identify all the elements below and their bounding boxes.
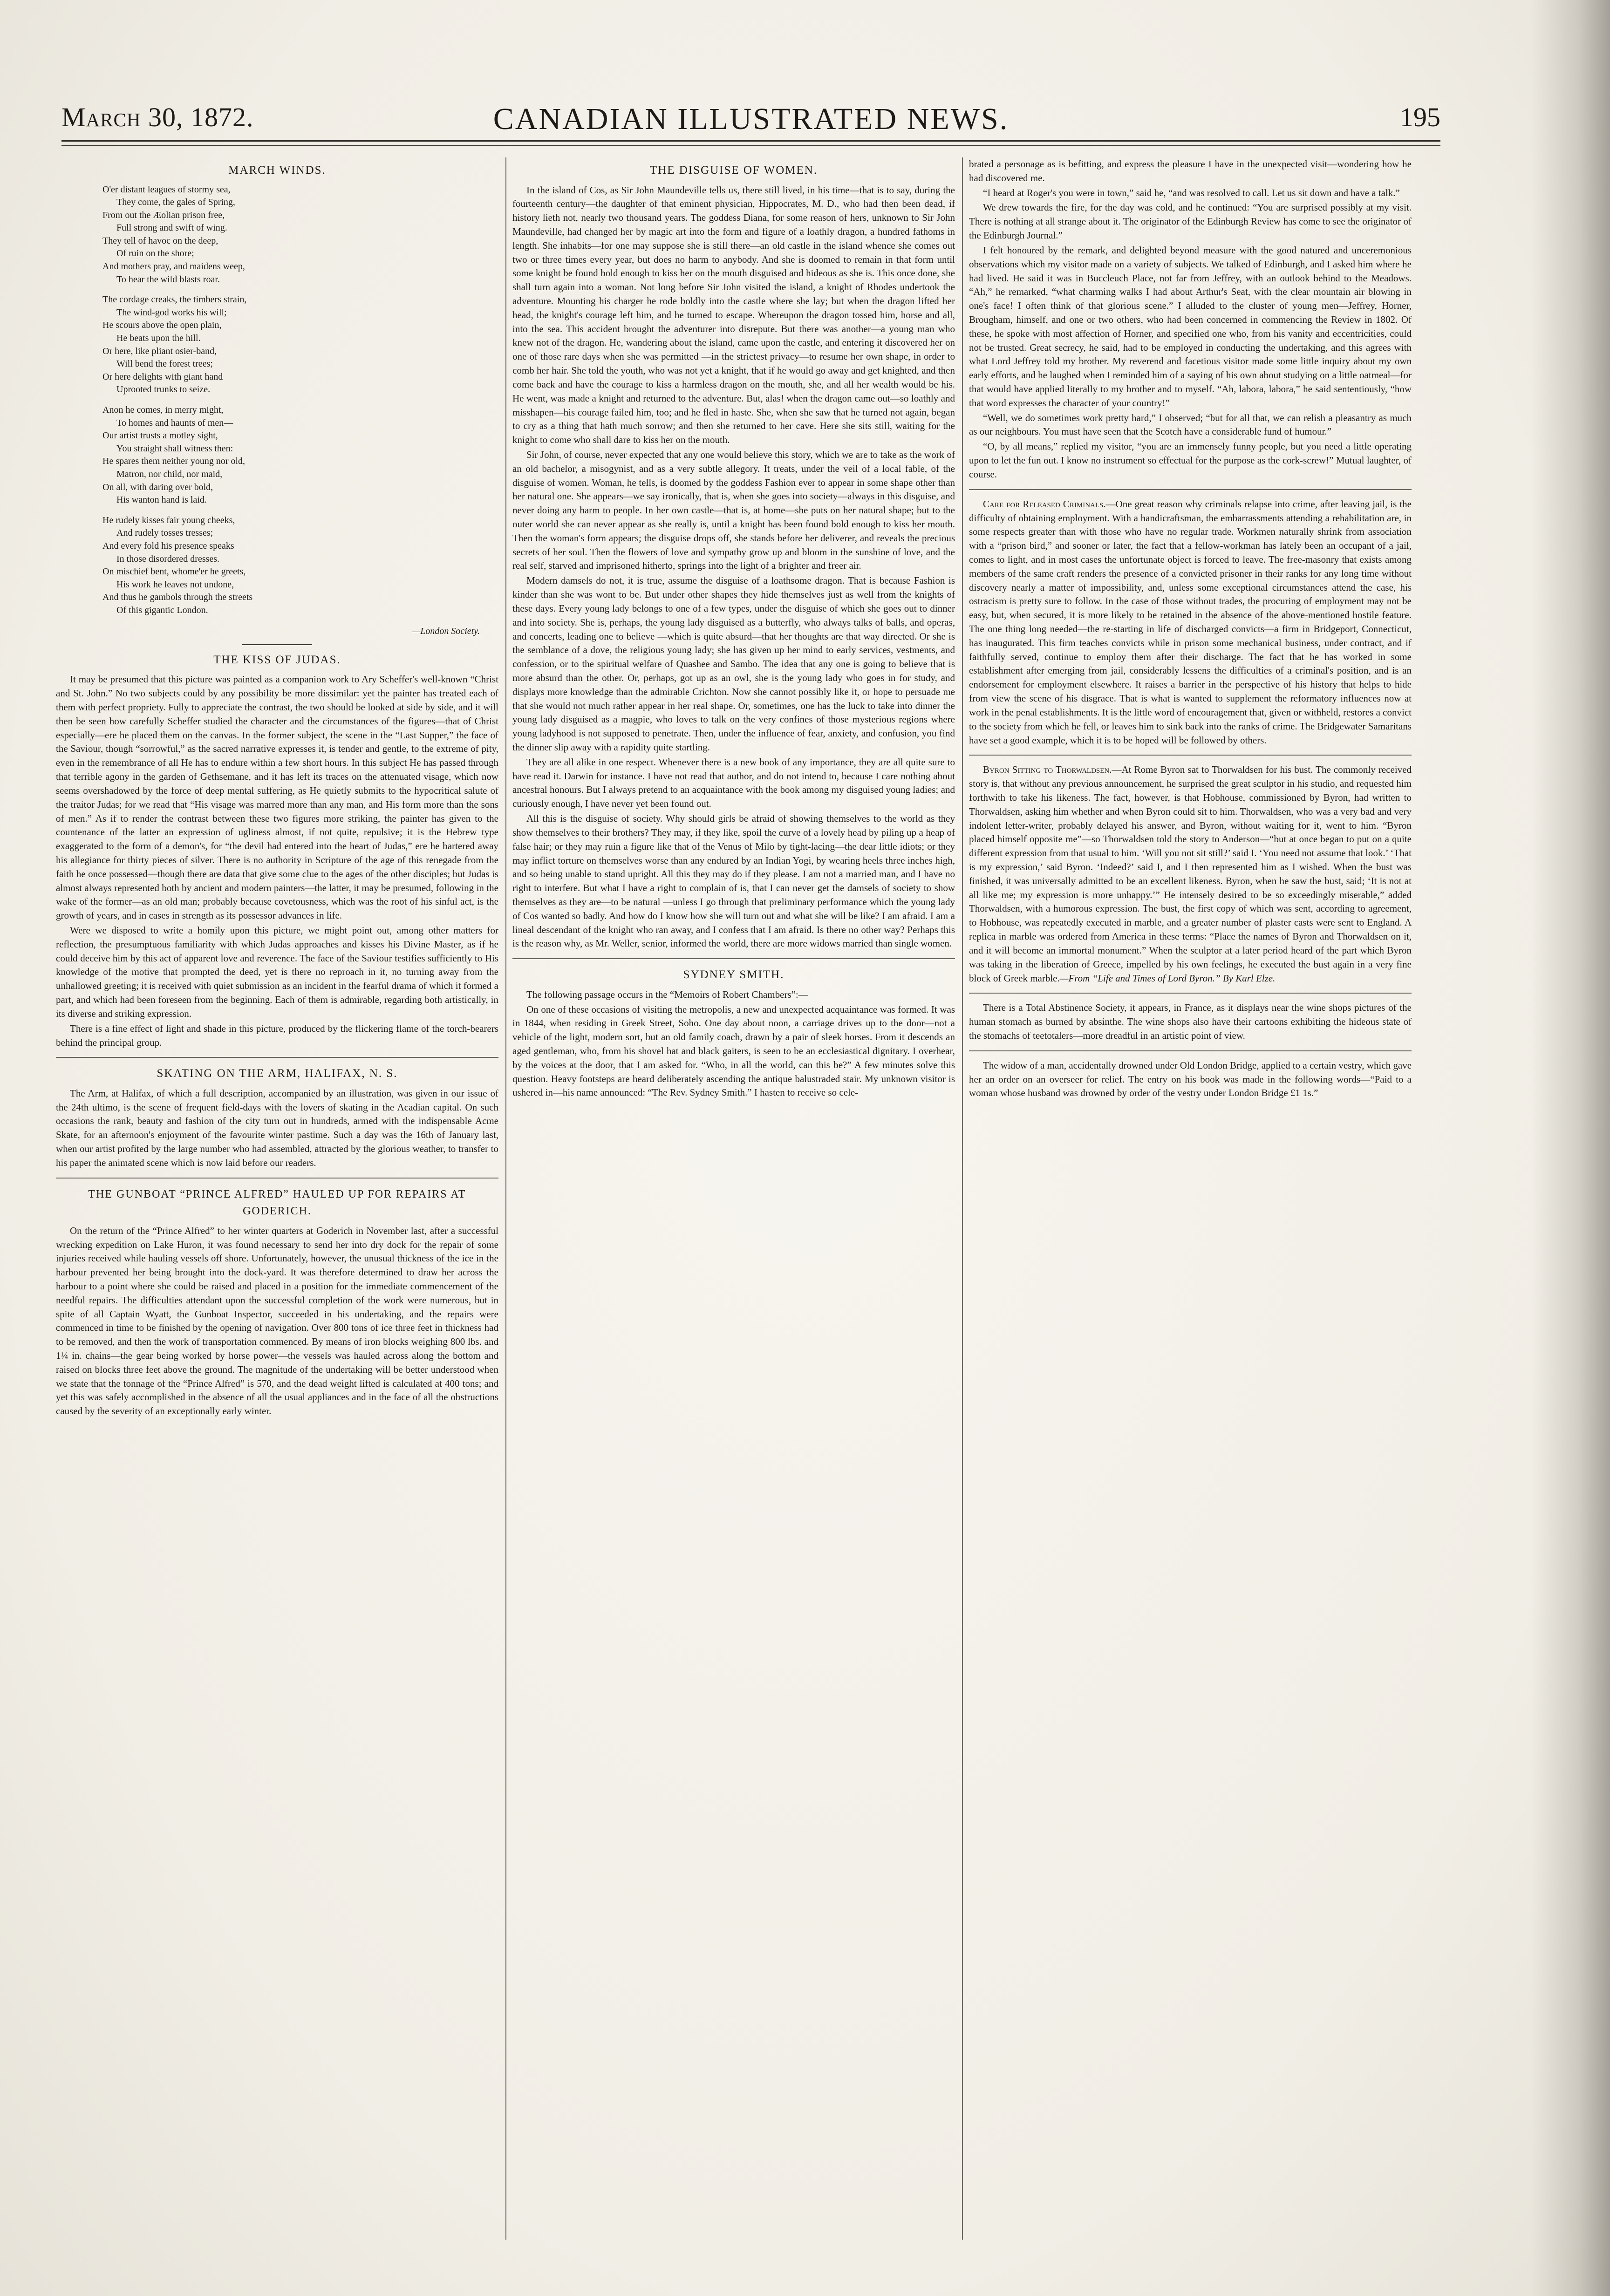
headline-skating: SKATING ON THE ARM, HALIFAX, N. S.	[157, 1067, 398, 1080]
poem-line: The wind-god works his will;	[116, 307, 227, 318]
poem-line: You straight shall witness then:	[116, 443, 233, 454]
poem-line: He scours above the open plain,	[102, 320, 222, 331]
paragraph: They are all alike in one respect. Whenever there is a new book of any importance, they are all quite sure to have read it. Darwin for instance. I have not read that author, and do not intend to, because I care nothing about ancestral honours. But I always pretend to an acquaintance with the book among my disguised young ladies; and curiously enough, I have never yet been found out.	[512, 756, 955, 810]
paragraph	[969, 497, 1412, 748]
article-kiss-of-judas	[56, 652, 498, 1049]
issue-date: March 30, 1872.	[61, 102, 254, 132]
poem-line: And rudely tosses tresses;	[116, 528, 213, 538]
poem-line: His work he leaves not undone,	[116, 579, 234, 590]
headline-march-winds: MARCH WINDS.	[228, 164, 326, 177]
poem-line: Anon he comes, in merry might,	[102, 405, 224, 415]
paragraph: The widow of a man, accidentally drowned under Old London Bridge, applied to a certain vestry, which gave her an order on an overseer for relief. The entry on his book was made in the following words—“Paid to a woman whose husband was drowned by order of the vestry under London Bridge £1 1s.”	[969, 1059, 1412, 1099]
poem-line: And mothers pray, and maidens weep,	[102, 261, 245, 272]
poem-line: Of ruin on the shore;	[116, 248, 194, 259]
paragraph: On the return of the “Prince Alfred” to her winter quarters at Goderich in November last, after a successful wrecking expedition on Lake Huron, it was found necessary to send her into dry dock for the repair of some injuries received while hauling vessels off shore. Unfortunately, however, the unusual thickness of the ice in the harbour prevented her being brought into the dock-yard. It was therefore determined to draw her across the harbour to a point where she could be raised and placed in a position for the immediate commencement of the needful repairs. The difficulties attendant upon the successful completion of the work were numerous, but in spite of all Captain Wyatt, the Gunboat Inspector, succeeded in his undertaking, and the repairs were commenced in time to be finished by the opening of navigation. Over 800 tons of ice three feet in thickness had to be removed, and then the work of transportation commenced. By means of iron blocks weighing 800 lbs. and 1¼ in. chains—the gear being worked by horse power—the vessels was hauled across along the bottom and raised on blocks three feet above the ground. The magnitude of the undertaking will be better understood when we state that the tonnage of the “Prince Alfred” is 570, and the dead weight lifted is calculated at 400 tons; and yet this was safely accomplished in the absence of all the usual appliances and in the face of all the obstructions caused by the severity of an exceptionally early winter.	[56, 1225, 498, 1417]
paragraph: All this is the disguise of society. Why should girls be afraid of showing themselves to the world as they show themselves to their brothers? They may, if they like, spoil the curve of a lovely head by piling up a heap of false hair; or they may ruin a figure like that of the Venus of Milo by tight-lacing—the dear little idiots; or they may inflict torture on themselves worse than any endured by an Indian Yogi, by wearing heels three inches high, and so being unable to stand upright. All this they may do if they please. I am not a married man, and I have no right to interfere. But what I have a right to complain of is, that I can never get the damsels of society to show themselves as they are—to be natural —unless I go through that preliminary performance which the young lady of Cos wanted so badly. And how do I know how she will turn out and what she will be like? I am afraid. I am a lineal descendant of the knight who ran away, and I confess that I am afraid. Is there no other way? Perhaps this is the reason why, as Mr. Weller, senior, informed the world, there are more widows married than single women.	[512, 813, 955, 949]
poem-line: O'er distant leagues of stormy sea,	[102, 184, 231, 195]
poem-stanza	[56, 514, 498, 617]
headline-sydney-smith: SYDNEY SMITH.	[683, 968, 785, 981]
poem-line: Or here delights with giant hand	[102, 371, 223, 382]
section-rule	[56, 1178, 498, 1179]
paragraph: I felt honoured by the remark, and delighted beyond measure with the good natured and unceremonious observations which my visitor made on a variety of subjects. We talked of Edinburgh, and I asked him where he had lived. He said it was in Buccleuch Place, not far from Jeffrey, with an outlook behind to the Meadows. “Ah,” he remarked, “what charming walks I had about Arthur's Seat, with the clear mountain air blowing in one's face! I often think of that glorious scene.” I alluded to the cluster of young men—Jeffrey, Horner, Brougham, himself, and one or two others, who had been concerned in commencing the Review in 1802. Of these, he spoke with most affection of Horner, and specified one who, from his vanity and eccentricities, could not be trusted. Great secrecy, he said, had to be employed in conducting the undertaking, and this agrees with what Lord Jeffrey told my brother. My reverend and facetious visitor made some little inquiry about my own early efforts, and he laughed when I reminded him of a saying of his own about studying on a little oatmeal—for that would have applied literally to my brother and to myself. “Ah, labora, labora,” he said sententiously, “how that word expresses the character of your country!”	[969, 244, 1412, 409]
article-gunboat	[56, 1186, 498, 1418]
poem-line: They tell of havoc on the deep,	[102, 235, 218, 246]
poem-line: And every fold his presence speaks	[102, 540, 234, 551]
article-disguise-of-women	[512, 162, 955, 951]
poem-line: In those disordered dresses.	[116, 553, 220, 564]
column-1	[56, 157, 498, 2254]
poem-line: He beats upon the hill.	[116, 333, 201, 344]
headline-gunboat: THE GUNBOAT “PRINCE ALFRED” HAULED UP FOR REPAIRS AT GODERICH.	[88, 1188, 466, 1217]
paragraph: “Well, we do sometimes work pretty hard,” I observed; “but for all that, we can relish a pleasantry as much as our neighbours. You must have seen that the Scotch have a considerable fund of humour.”	[969, 412, 1412, 437]
column-divider	[962, 157, 963, 2240]
masthead-rule-thin	[61, 145, 1440, 146]
paragraph: In the island of Cos, as Sir John Maundeville tells us, there still lived, in his time—that is to say, during the fourteenth century—the daughter of that eminent physician, Hippocrates, M. D., who had then been dead, if history lieth not, nearly two thousand years. The goddess Diana, for some reason of hers, unknown to Sir John Maundeville, had changed her by magic art into the form and figure of a loathly dragon, a hundred fathoms in length. She inhabits—for one may suppose she is still there—an old castle in the island whence she comes out two or three times every year, but does no harm to anybody. And she is doomed to remain in that form until some knight be found bold enough to kiss her on the mouth disguised and hideous as she is. This once done, she shall turn again into a woman. Not long before Sir John visited the island, a knight of Rhodes undertook the adventure. Mounting his charger he rode boldly into the castle where she lay; but when the dragon lifted her head, the knight's courage left him, and he turned to escape. Whereupon the dragon tossed him, horse and all, into the sea. This accident brought the adventurer into disrepute. But there was another—a young man who knew not of the dragon. He, wandering about the island, came upon the castle, and entering it discovered her on one of those rare days when she was permitted —in the strictest privacy—to resume her own shape, in order to comb her hair. She told the youth, who was not yet a knight, that if he would go away and get knighted, and then come back and have the courage to kiss a harmless dragon on the mouth, she, and all her wealth would be his. He went, was made a knight and returned to the adventure. But, alas! when the dragon came out—so loathly and misshapen—his courage failed him, too; and he fled in haste. She, when she saw that he turned not again, began to cry as a thing that hath much sorrow; and then she returned to her cave. Here she sits still, waiting for the knight to come who shall dare to kiss her on the mouth.	[512, 184, 955, 446]
poem-line: To homes and haunts of men—	[116, 417, 233, 428]
article-sydney-smith-continued	[969, 157, 1412, 482]
poem-line: His wanton hand is laid.	[116, 495, 207, 505]
page-number: 195	[1400, 102, 1440, 132]
item-released-criminals	[969, 497, 1412, 748]
newspaper-title: CANADIAN ILLUSTRATED NEWS.	[493, 102, 1009, 136]
item-byron	[969, 763, 1412, 985]
paragraph: Were we disposed to write a homily upon this picture, we might point out, among other matters for reflection, the presumptuous familiarity with which Judas approaches and kisses his Divine Master, as if he could deceive him by this act of apparent love and reverence. The face of the Saviour testifies sufficiently to His knowledge of the motive that prompted the deed, yet is there no reproach in it, no turning away from the unhallowed greeting; it is received with quiet submission as an incident in the fearful drama of which it formed a part, and which had been foreseen from the beginning. Each of them is admirable, regarding both artistically, in its diverse and striking expression.	[56, 925, 498, 1019]
paragraph: There is a Total Abstinence Society, it appears, in France, as it displays near the wine shops pictures of the human stomach as burned by absinthe. The wine shops also have their cartoons exhibiting the hideous state of the stomachs of teetotalers—more dreadful in an artistic point of view.	[969, 1002, 1412, 1041]
paragraph: “I heard at Roger's you were in town,” said he, “and was resolved to call. Let us sit down and have a talk.”	[983, 187, 1400, 198]
masthead-rule	[61, 140, 1440, 142]
poem-stanza	[56, 293, 498, 396]
poem-line: Matron, nor child, nor maid,	[116, 469, 223, 479]
paragraph: Sir John, of course, never expected that any one would believe this story, which we are to take as the work of an old bachelor, a misogynist, and as a very subtle allegory. It treats, under the veil of a local fable, of the disguise of women. Woman, he tells, is doomed by the goddess Fashion ever to appear in some shape other than her natural one. She appears—we say ironically, that is, when she goes into society—always in this disguise, and never doing any harm to people. In her own castle—that is, at home—she puts on her natural shape; but to the outer world she can never appear as she really is, until a knight has been found bold enough to kiss her mouth. Then the woman's form appears; the disguise drops off, she stands before her deliverer, and reveals the precious secrets of her soul. Then the flowers of love and sympathy grow up and bloom in the sunshine of love, and the real self, starved and imprisoned hitherto, springs into the light of a brighter and freer air.	[512, 449, 955, 572]
section-rule	[242, 644, 312, 645]
poem-line: On mischief bent, whome'er he greets,	[102, 566, 246, 577]
article-skating	[56, 1065, 498, 1170]
scan-edge-shadow	[1531, 0, 1610, 2296]
poem-line: Full strong and swift of wing.	[116, 223, 227, 233]
poem-line: Will bend the forest trees;	[116, 359, 213, 369]
poem-line: They come, the gales of Spring,	[116, 197, 235, 208]
item-lead: Care for Released Criminals.	[983, 498, 1106, 510]
section-rule	[512, 958, 955, 959]
poem-line: The cordage creaks, the timbers strain,	[102, 294, 247, 305]
poem-line: Our artist trusts a motley sight,	[102, 430, 218, 441]
poem-source: —London Society.	[412, 626, 480, 636]
section-rule	[969, 489, 1412, 490]
poem-line: Uprooted trunks to seize.	[116, 384, 211, 395]
item-abstinence	[969, 1001, 1412, 1042]
paragraph: brated a personage as is befitting, and express the pleasure I have in the unexpected visit—wondering how he had discovered me.	[969, 158, 1412, 184]
section-rule	[969, 993, 1412, 994]
item-widow	[969, 1059, 1412, 1100]
poem-line: He spares them neither young nor old,	[102, 456, 246, 467]
poem-stanza	[56, 404, 498, 507]
paragraph: Modern damsels do not, it is true, assume the disguise of a loathsome dragon. That is because Fashion is kinder than she was wont to be. But under other shapes they hide themselves just as well from the knights of these days. Every young lady belongs to one of a few types, under the disguise of which she goes out to dinner and into society. She is, perhaps, the young lady disguised as a butterfly, who always talks of balls, and operas, and concerts, leading one to believe —which is quite absurd—that her thoughts are that way directed. Or she is the semblance of a dove, the religious young lady; she has given up her mind to early services, vestments, and confession, or to the spiritual welfare of Quashee and Sambo. The idea that any one is going to believe that is more absurd than the other. Or, perhaps, got up as an owl, she is the young lady who goes in for study, and displays more knowledge than the admirable Crichton. Now she cannot possibly like it, or hope to persuade me that she would not much rather appear in her real shape. Or, sometimes, one has the luck to take into dinner the young lady disguised as a magpie, who loves to talk on the very confines of those mysterious regions where young ladyhood is not supposed to penetrate. Then, under the influence of fear, anxiety, and confusion, you find the dinner slip away with a rapidity quite startling.	[512, 575, 955, 753]
column-divider	[505, 157, 506, 2240]
headline-disguise-of-women: THE DISGUISE OF WOMEN.	[649, 164, 818, 177]
poem-line: Of this gigantic London.	[116, 605, 208, 615]
poem-line: To hear the wild blasts roar.	[116, 274, 220, 285]
item-source: —From “Life and Times of Lord Byron.” By Karl Elze.	[1059, 972, 1276, 984]
poem-line: He rudely kisses fair young cheeks,	[102, 515, 235, 525]
paragraph: On one of these occasions of visiting the metropolis, a new and unexpected acquaintance was formed. It was in 1844, when residing in Greek Street, Soho. One day about noon, a carriage drives up to the door—not a vehicle of the light, modern sort, but an old family coach, drawn by a pair of sleek horses. From it descends an aged gentleman, who, from his shovel hat and black gaiters, is seen to be an ecclesiastical dignitary. I overhear, by the voices at the door, that I am asked for. “Who, in all the world, can this be?” A few minutes solve this question. Heavy footsteps are heard deliberately ascending the antique balustraded stair. My unknown visitor is ushered in—his name announced: “The Rev. Sydney Smith.” I hasten to receive so cele-	[512, 1003, 955, 1098]
paragraph: “O, by all means,” replied my visitor, “you are an immensely funny people, but you need a little operating upon to let the fun out. I know no instrument so effectual for the purpose as the cork-screw!” Mutual laughter, of course.	[969, 441, 1412, 480]
item-lead: Byron Sitting to Thorwaldsen.	[983, 764, 1112, 776]
paragraph: The Arm, at Halifax, of which a full description, accompanied by an illustration, was given in our issue of the 24th ultimo, is the scene of frequent field-days with the lovers of skating in the Acadian capital. On such occasions the rank, beauty and fashion of the city turn out in hundreds, armed with the indispensable Acme Skate, for an afternoon's enjoyment of the favourite winter pastime. Such a day was the 16th of January last, when our artist profited by the large number who had assembled, attracted by the glorious weather, to transfer to his paper the animated scene which is now laid before our readers.	[56, 1087, 498, 1168]
poem-line: And thus he gambols through the streets	[102, 592, 253, 603]
article-sydney-smith	[512, 967, 955, 1100]
poem-line: From out the Æolian prison free,	[102, 210, 225, 220]
section-rule	[969, 1050, 1412, 1051]
column-2	[512, 157, 955, 2254]
item-text: —One great reason why criminals relapse into crime, after leaving jail, is the difficulty of obtaining employment. With a handicraftsman, the embarrassments attending a rehabilitation are, in some respects greater than with those who have no regular trade. Workmen naturally shrink from association with a “prison bird,” and sooner or later, the fact that a fellow-workman has lately been an occupant of a jail, comes to light, and in most cases the unfortunate object is forced to leave. The free-masonry that exists among members of the same craft renders the presence of a convicted prisoner in their ranks for any long time without discovery nearly a matter of impossibility, and, unless some exceptional circumstances attend the case, his ostracism is pretty sure to follow. In the case of those without trades, the procuring of employment may not be easy, but, when secured, it is more likely to be retained in the absence of the above-mentioned hostile feature. The one thing long needed—the re-starting in life of discharged convicts—a firm in Bridgeport, Connecticut, has inaugurated. This firm teaches convicts while in prison some mechanical business, under contract, and if faithfully served, continue to employ them after their discharge. The fact that he has worked in some establishment after emerging from jail, considerably lessens the difficulties of a criminal's position, and is an endorsement for employment elsewhere. It raises a barrier in the perspective of his history that helps to hide from view the scene of his disgrace. That is what is wanted to supplement the reformatory influences now at work in the penal establishments. It is the little word of encouragement that, given or withheld, restores a convict to the society from which he fell, or leaves him to sink back into the ranks of crime. The Bridgewater Samaritans have set a good example, which it is to be hoped will be followed by others.	[969, 498, 1412, 746]
paragraph: It may be presumed that this picture was painted as a companion work to Ary Scheffer's well-known “Christ and St. John.” No two subjects could by any possibility be more dissimilar: yet the painter has treated each of them with perfect propriety. Fully to appreciate the contrast, the two should be looked at side by side, and it will then be seen how carefully Scheffer studied the character and the circumstances of the figures—that of Christ especially—ere he placed them on the canvas. In the former subject, the scene in the “Last Supper,” the face of the Saviour, though “sorrowful,” as the sacred narrative expresses it, is tender and gentle, to the extreme of pity, even in the remembrance of all He has to endure within a few short hours. In this subject He has passed through that terrible agony in the garden of Gethsemane, and it has left its traces on the attenuated visage, which now seems overshadowed by the force of deep mental suffering, as He quietly submits to the hypocritical salute of the traitor Judas; for we read that “His visage was marred more than any man, and His form more than the sons of men.” As if to render the contrast between these two figures more striking, the painter has given to the countenance of the latter an expression of ugliness almost, if not quite, repulsive; it is the Hebrew type exaggerated to the form of a demon's, for “the devil had entered into the heart of Judas,” ere he bartered away his allegiance for thirty pieces of silver. There is no authority in Scripture of the age of this renegade from the faith he once possessed—though there are data that give some clue to the ages of the other disciples; but Judas is almost always represented both by ancient and modern painters—the latter, it may be presumed, following in the wake of the former—as an old man; probably because covetousness, which was the root of his sinful act, is the growth of years, and in cases in strength as its possessor advances in life.	[56, 674, 498, 921]
paragraph: We drew towards the fire, for the day was cold, and he continued: “You are surprised possibly at my visit. There is nothing at all strange about it. The originator of the Edinburgh Review has come to see the originator of the Edinburgh Journal.”	[969, 202, 1412, 241]
item-text: —At Rome Byron sat to Thorwaldsen for his bust. The commonly received story is, that without any previous announcement, he surprised the great sculptor in his studio, and requested him forthwith to take his likeness. The fact, however, is that Hobhouse, commissioned by Byron, had written to Thorwaldsen, asking him whether and when Byron could sit to him. Thorwaldsen, who was a very bad and very indolent letter-writer, probably delayed his answer, and Byron, without waiting for it, went to him. “Byron placed himself opposite me”—so Thorwaldsen told the story to Anderson—“but at once began to put on a quite different expression from that usual to him. ‘Will you not sit still?’ said I. ‘You need not assume that look.’ ‘That is my expression,’ said Byron. ‘Indeed?’ said I, and I then represented him as I wished. When the bust was finished, it was universally admitted to be an excellent likeness. Byron, when he saw the bust, said; ‘It is not at all like me; my expression is more unhappy.’” He intensely desired to be so exceedingly miserable,” added Thorwaldsen, with a humorous expression. The bust, the first copy of which was sent, according to agreement, to Hobhouse, was repeatedly executed in marble, and a greater number of plaster casts were sent to England. A replica in marble was ordered from America in these terms: “Place the names of Byron and Thorwaldsen on it, and it will become an immortal monument.” When the sculptor at a later period heard of the part which Byron was taking in the liberation of Greece, impelled by his own feelings, he executed the bust again in a very fine block of Greek marble.	[969, 764, 1412, 984]
poem-line: On all, with daring over bold,	[102, 482, 213, 492]
poem-march-winds	[56, 184, 498, 617]
poem-stanza	[56, 184, 498, 286]
poem-line: Or here, like pliant osier-band,	[102, 346, 217, 356]
headline-kiss-of-judas: THE KISS OF JUDAS.	[213, 653, 341, 666]
section-rule	[56, 1057, 498, 1058]
column-3	[969, 157, 1412, 2254]
paragraph: There is a fine effect of light and shade in this picture, produced by the flickering flame of the torch-bearers behind the principal group.	[56, 1022, 498, 1048]
section-rule	[969, 755, 1412, 756]
article-march-winds	[56, 162, 498, 638]
paragraph: The following passage occurs in the “Memoirs of Robert Chambers”:—	[526, 988, 808, 1000]
paragraph	[969, 763, 1412, 985]
